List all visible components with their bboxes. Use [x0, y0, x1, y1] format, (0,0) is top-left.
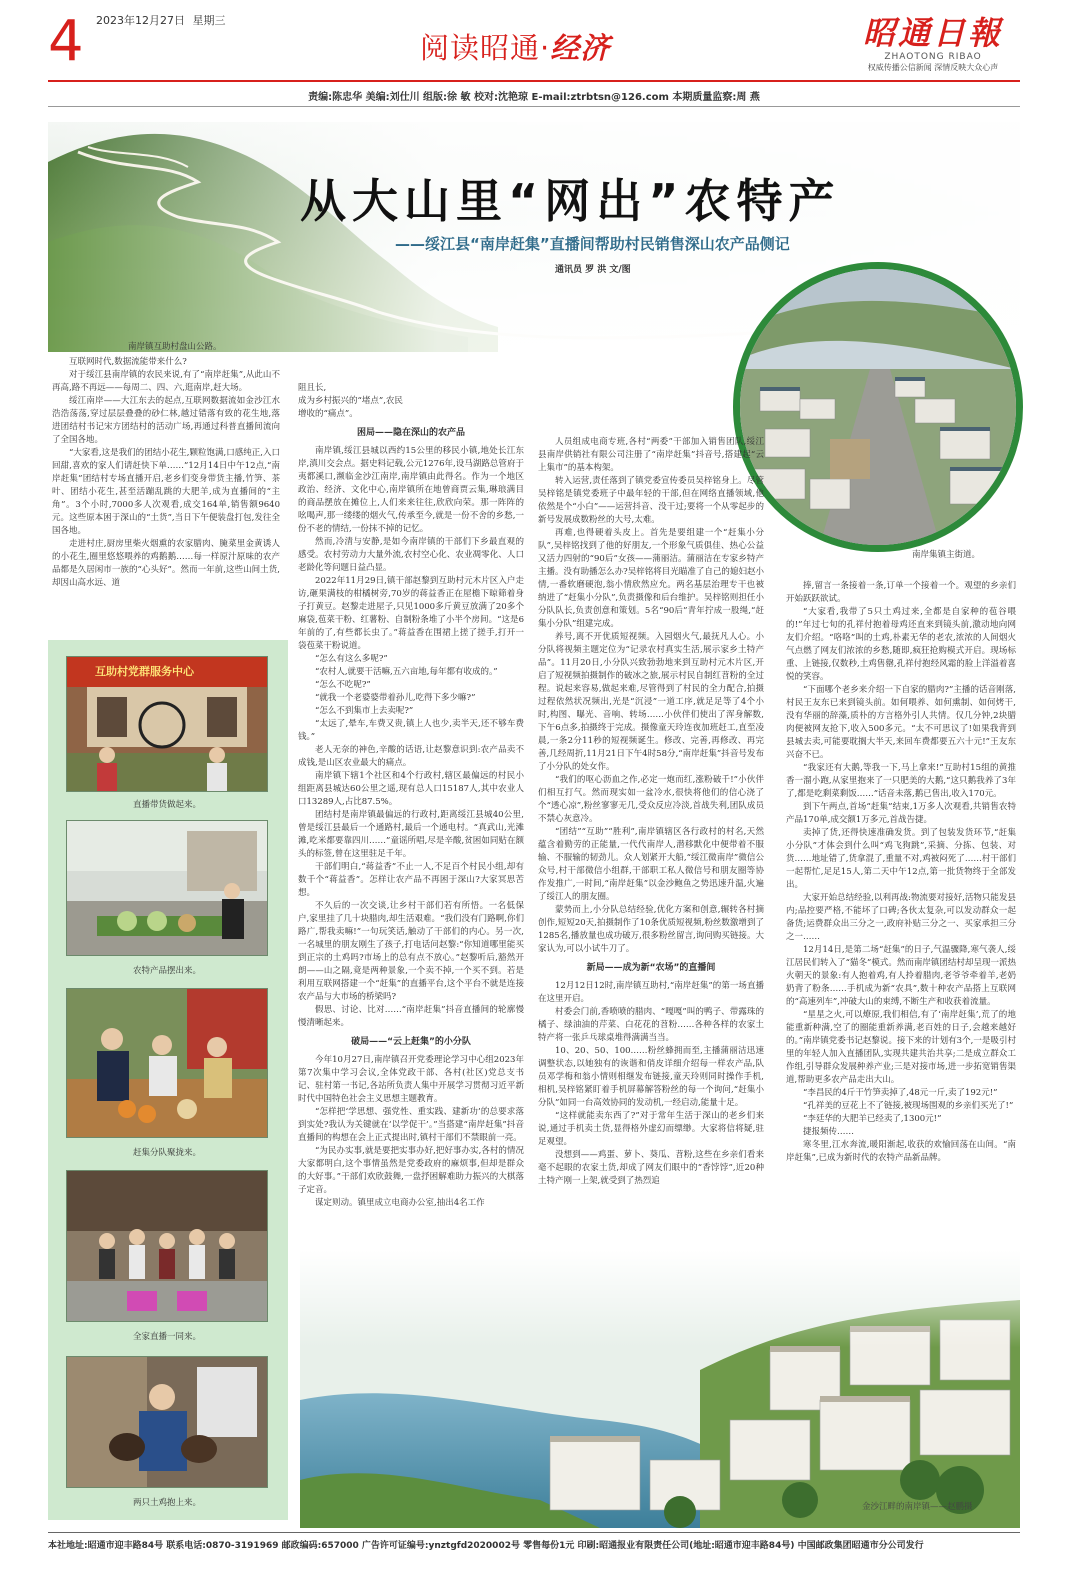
- column-1-text: [52, 356, 280, 638]
- paragraph: “怎么有这么多呢?”: [315, 654, 388, 664]
- caption-bottom-photo: 金沙江畔的南岸镇——赵鹏摄: [862, 1502, 973, 1512]
- paragraph: 村委会门前,香喷喷的腊肉、“嘎嘎”叫的鸭子、带露珠的橘子、绿油油的芹菜、白花花的苕粉……各种各样的农家土特产将一张乒乓球桌堆得满满当当。: [538, 1007, 764, 1043]
- section-left: 阅读昭通: [420, 31, 541, 65]
- paragraph: 寒冬里,江水奔流,暖阳渐起,收获的欢愉回荡在山间。“南岸赶集”,已成为新时代的农特产品新品牌。: [786, 1140, 1016, 1163]
- side-photo-team: [66, 988, 268, 1138]
- paragraph: 南岸镇下辖1个社区和4个行政村,辖区最偏远的村民小组距离县城达60公里之遥,现有总人口15187人,其中农业人口13289人,占比87.5%。: [298, 771, 524, 807]
- paragraph: 南岸镇,绥江县城以西约15公里的移民小镇,地处长江东岸,滇川交会点。据史料记载,公元1276年,设马湖路总管府于夷都溪口,濒临金沙江南岸,南岸镇由此得名。作为一个地区政治、经济、文化中心,南岸镇所在地曾商贾云集,琳琅满目的商品摆放在摊位上,人们来来往往,欣欣向荣。那一阵阵的吆喝声,那一缕缕的烟火气,传承至今,就是一份不舍的乡愁,一份不老的情结,一份抹不掉的记忆。: [298, 446, 524, 534]
- paragraph: 阻且长,: [298, 383, 327, 393]
- section-heading-2: 破局——“云上赶集”的小分队: [351, 1037, 471, 1047]
- caption-side-3: 赶集分队聚拢来。: [132, 1148, 201, 1158]
- paragraph: 人员组成电商专班,各村“两委”干部加入销售团队,绥江县南岸供销社有限公司注册了“南岸赶集”抖音号,搭建起“云上集市”的基本构架。: [538, 437, 764, 473]
- paragraph: 卖掉了货,还得快速准确发货。到了包装发货环节,“赶集小分队”才体会到什么叫“鸡飞狗跳”,采摘、分拣、包装、对货……地址错了,货拿混了,重量不对,鸡被闷死了……村干部们一起帮忙,足足15人,第二天中午12点,第一批货物终于全部发出。: [786, 828, 1016, 890]
- paragraph: “团结”“互助”“胜利”,南岸镇辖区各行政村的村名,天然蕴含着勤劳的正能量,一代代南岸人,潜移默化中便带着不服输、不服输的韧劲儿。众人划紧开大船,“绥江微南岸”微信公众号,村干部微信小组群,干部职工私人微信号和朋友圈等协作发推广,一时间,“南岸赶集”以金沙鲍鱼之势迅速升温,火遍了绥江人的朋友圈。: [538, 827, 764, 902]
- sign-text: 互助村党群服务中心: [95, 665, 194, 678]
- column-5-text: [786, 580, 1016, 1260]
- paragraph: 2022年11月29日,镇干部赵黎到互助村元木片区入户走访,砸果满枝的柑橘树旁,70岁的蒋益香正在屋檐下晾筛着身子打黄豆。赵黎走进屋子,只见1000多斤黄豆放满了20多个麻袋,苞菜干粉、红薯粉、自制粉条堆了小半个房间。“这是6年前的了,有些都长虫了。”蒋益香在围裙上搓了搓手,打开一袋苞菜干粉说道。: [298, 576, 524, 651]
- caption-side-1: 直播带货做起来。: [132, 800, 201, 810]
- town-street-illustration: [740, 269, 1016, 545]
- paragraph: 然而,冷清与安静,是如今南岸镇的干部们下乡最直观的感受。农村劳动力大量外流,农村空心化、农业凋零化、人口老龄化等问题日益凸显。: [298, 537, 524, 573]
- riverside-town-illustration: [300, 1250, 1020, 1528]
- paragraph: “怎样把‘学思想、强党性、重实践、建新功’的总要求落到实处?我认为关键就在‘以学促干’。”当搭建“南岸赶集”抖音直播间的构想在会上正式提出时,镇村干部们不禁眼前一亮。: [298, 1107, 524, 1143]
- caption-circle-photo: 南岸集镇主街道。: [912, 550, 981, 560]
- paragraph: 再难,也得硬着头皮上。首先是要组建一个“赶集小分队”,吴梓铭找到了他的好朋友,一个形象气质俱佳、热心公益又活力四射的“90后”女孩——蒲丽洁。蒲丽洁在专家乡特产主播。没有助播怎么办?吴梓铭将目光瞄准了自己的媳妇赵小情,一番软磨硬泡,翁小情欣然应允。两名基层治理专干也被纳进了“赶集小分队”,负责摄像和后台维护。吴梓铭则担任小分队队长,负责创意和策划。5名“90后”青年拧成一股绳,“赶集小分队”组建完成。: [538, 528, 764, 629]
- paragraph: “我家还有大鹅,等我一下,马上拿来!”互助村15组的黄推香一溜小跑,从家里抱来了一只肥美的大鹅,“这只鹅我养了3年了,都是吃剩菜剩饭……”话音未落,鹅已售出,收入170元。: [786, 763, 1016, 799]
- paragraph: 互联网时代,数据流能带来什么?: [69, 357, 187, 367]
- weekday: 星期三: [192, 14, 226, 27]
- paragraph: “农村人,就要干活嘛,五六亩地,每年都有收成的。”: [315, 667, 498, 677]
- paragraph: 到下午两点,首场“赶集”结束,1万多人次观看,共销售农特产品170单,成交额1万多元,首战告捷。: [786, 802, 1016, 825]
- page-number: 4: [48, 9, 84, 74]
- staff-line: 责编:陈忠华 美编:刘仕川 组版:徐 敏 校对:沈艳琼 E-mail:ztrbtsn@126.com 本期质量监察:周 燕: [308, 92, 760, 103]
- section-dot: ·: [540, 31, 551, 65]
- paragraph: 转入运营,责任落到了镇党委宣传委员吴梓铭身上。尽管吴梓铭是镇党委班子中最年轻的干部,但在网络直播领域,他依然是个“小白”——运营抖音、没干过;要将一个从零起步的新号发展成数粉丝的大号,太难。: [538, 476, 764, 525]
- article-title: 从大山里“网出”农特产: [300, 174, 841, 228]
- side-photo-livestream: [66, 656, 268, 792]
- paper-pinyin: ZHAOTONG RIBAO: [884, 52, 982, 62]
- article-subtitle: ——绥江县“南岸赶集”直播间帮助村民销售深山农产品侧记: [395, 235, 790, 253]
- paper-slogan: 权威传播公信新闻 深情反映大众心声: [867, 63, 999, 72]
- paragraph: 假思、讨论、比对……“南岸赶集”抖音直播间的轮廓慢慢清晰起来。: [298, 1005, 524, 1028]
- paragraph: 对于绥江县南岸镇的农民来说,有了“南岸赶集”,从此山不再高,路不再远——每周二、四、六,逛南岸,赶大场。: [52, 370, 280, 393]
- paragraph: 捷报频传……: [803, 1127, 855, 1137]
- caption-side-4: 全家直播一同来。: [132, 1332, 201, 1342]
- side-photo-family: [66, 1170, 268, 1322]
- paragraph: “大家看,我带了5只土鸡过来,全都是自家种的苞谷喂的!”年过七旬的孔祥付抱着母鸡还直来到镜头前,激动地向网友们介绍。“咯咯”叫的土鸡,朴素无华的老农,浓浓的人间烟火气点燃了网友们浓浓的乡愁,随即,疯狂抢购模式开启。现场标重、上链接,仅数秒,土鸡售罄,孔祥付抱经风霜的脸上洋溢着喜悦的笑容。: [786, 607, 1016, 682]
- paragraph: “下面哪个老乡来介绍一下自家的腊肉?”主播的话音刚落,村民王友东已来到镜头前。如何喂养、如何熏制、如何烤干,没有华丽的辞藻,质朴的方言格外引人共情。仅几分钟,2块腊肉便被网友抢下,收入500多元。“太不可思议了!如果我背到县城去卖,可能要耽搁大半天,来回车费都要五六十元!”王友东兴奋不已。: [786, 685, 1016, 760]
- team-scene: [67, 989, 268, 1138]
- column-3-text: [538, 436, 764, 1246]
- section-heading-3: 新局——成为新“农场”的直播间: [586, 963, 716, 973]
- circle-photo-main-street: [733, 262, 1023, 552]
- paragraph: 大家开始总结经验,以利再战:物流要对接好,活物只能发县内;品控要严格,不能坏了口碑;各伙太复杂,可以发动群众一起备货;运费群众出三分之一,政府补贴三分之一、买家承担三分之一……: [786, 893, 1016, 942]
- paragraph: “李昌民的4斤干竹笋卖掉了,48元一斤,卖了192元!”: [803, 1088, 998, 1098]
- paragraph: “为民办实事,就是要把实事办好,把好事办实,各村的情况大家都明白,这个事情虽然是党委政府的麻烦事,但却是群众的大好事。”干部们欢欣鼓舞,一盘抒困解难助力振兴的大棋落子定音。: [298, 1146, 524, 1195]
- products-scene: [67, 821, 268, 956]
- bottom-photo-riverside-town: [300, 1250, 1020, 1528]
- side-photo-products: [66, 820, 268, 956]
- paragraph: 12月12日12时,南岸镇互助村,“南岸赶集”的第一场直播在这里开启。: [538, 981, 764, 1004]
- paragraph: “大家看,这是我们的团结小花生,颗粒饱满,口感纯正,入口回甜,喜欢的家人们请赶快下单……”12月14日中午12点,“南岸赶集”团结村专场直播开启,老乡们变身带货主播,竹笋、茶叶、团结小花生,甚至活蹦乱跳的大肥羊,成为直播间的“主角”。3个小时,7000多人次观看,成交164单,销售额9640元。这些原本困于深山的“土货”,当日下午便装盘打包,发往全国各地。: [52, 448, 280, 536]
- paragraph: 不久后的一次交谈,让乡村干部们若有所悟。一名低保户,家里挂了几十块腊肉,却生活艰难。“我们没有门路啊,你们路广,帮我卖嘛!”一句玩笑话,触动了干部们的内心。另一次,一名城里的朋友刚生了孩子,打电话问赵黎:“你知道哪里能买到正宗的土鸡吗?市场上的总有点不放心。”赵黎听后,豁然开朗——山之隔,竟是两种景象,一个卖不掉,一个买不到。若是利用互联网搭建一个“赶集”的直播平台,这个平台不就是连接农产品与大市场的桥梁吗?: [298, 901, 524, 1002]
- date: 2023年12月27日: [96, 14, 185, 27]
- paragraph: “就我一个老婆婆带着孙儿,吃得下多少嘛?”: [315, 693, 476, 703]
- caption-top-photo: 南岸镇互助村盘山公路。: [128, 342, 222, 352]
- paragraph: 养号,离不开优质短视频。入园烟火气,最抚凡人心。小分队将视频主题定位为“记录农村真实生活,展示家乡土特产品”。11月20日,小分队兴致勃勃地来到互助村元木片区,开启了短视频拍摄制作的破冰之旅,展示村民自制红苕粉的全过程。说起来容易,做起来难,尽管得到了村民的全力配合,拍摄过程依然状况频出,光是“沉浸”一道工序,就足足等了4个小时,构图、曝光、音响、转场……小伙伴们使出了浑身解数,下午6点多,拍摄终于完成。摄像童天玲连夜加班赶工,直至凌晨,一条2分11秒的短视频诞生。修改、完善,再修改、再完善,几经周折,11月21日下午4时58分,“南岸赶集”抖音号发布了小分队的处女作。: [538, 632, 764, 772]
- paragraph: “这样就能卖东西了?”对于常年生活于深山的老乡们来说,通过手机卖土货,显得格外虚幻而缥缈。大家将信将疑,驻足观望。: [538, 1111, 764, 1147]
- paragraph: 谋定则动。镇里成立电商办公室,抽出4名工作: [315, 1198, 485, 1208]
- side-photo-chickens: [66, 1356, 268, 1488]
- staff-rule: [48, 106, 1020, 107]
- paragraph: 老人无奈的神色,辛酸的话语,让赵黎意识到:农产品卖不成钱,是山区农业最大的痛点。: [298, 745, 524, 768]
- footer-text: 本社地址:昭通市迎丰路84号 联系电话:0870-3191969 邮政编码:657000 广告许可证编号:ynztgfd2020002号 零售每份1元 印刷:昭通报业有限责任公司(地址:昭通市迎丰路84号) 中国邮政集团昭通市分公司发行: [48, 1541, 924, 1551]
- paragraph: “怎么不吃呢?”: [315, 680, 371, 690]
- section-heading-1: 困局——隐在深山的农产品: [356, 428, 465, 438]
- paragraph: “怎么不到集市上去卖呢?”: [315, 706, 414, 716]
- paragraph: 干部们明白,“蒋益香”不止一人,不足百个村民小组,却有数千个“蒋益香”。怎样让农产品不再困于深山?大家冥思苦想。: [298, 862, 524, 898]
- paragraph: 走进村庄,厨房里柴火烟熏的农家腊肉、腌菜里金黄诱人的小花生,圈里悠悠喂养的鸡鹅鹅……每一样原汁原味的农产品都是久居闲市一族的“心头好”。然而一年前,这些山间土货,却因山高水远、道: [52, 539, 280, 588]
- paragraph: “我们的呕心沥血之作,必定一炮而红,涨粉破千!”小伙伴们相互打气。然而现实如一盆冷水,很快将他们的信心浇了个“透心凉”,粉丝寥寥无几,受众反应冷淡,首战失利,团队成员不禁心灰意冷。: [538, 775, 764, 824]
- paragraph: 成为乡村振兴的“堵点”,农民: [298, 396, 403, 406]
- paragraph: “星星之火,可以燎原,我们相信,有了‘南岸赶集’,荒了的地能重新种满,空了的圈能重新养满,老百姓的日子,会越来越好的。”南岸镇党委书记赵黎说。接下来的计划有3个,一是吸引村里的年轻人加入直播团队,实现共建共治共享;二是成立群众工作组,引导群众发展种养产业;三是对接市场,进一步拓宽销售渠道,帮助更多农产品走出大山。: [786, 1010, 1016, 1085]
- paragraph: “李廷华的大肥羊已经卖了,1300元!”: [803, 1114, 942, 1124]
- paragraph: “太远了,晕车,车费又贵,镇上人也少,卖半天,还不够车费钱。”: [298, 719, 524, 742]
- paragraph: 团结村是南岸镇最偏远的行政村,距离绥江县城40公里,曾是绥江县最后一个通路村,最后一个通电村。“真武山,光滩滩,吃米都要靠四川……”童谣所唱,尽是辛酸,贫困如同贴在额头的标签,曾在这里驻足千年。: [298, 810, 524, 859]
- caption-side-2: 农特产品摆出来。: [132, 966, 201, 976]
- date-line: [96, 12, 226, 28]
- section-right: 经济: [550, 31, 611, 65]
- paper-name: 昭通日報: [862, 14, 1003, 52]
- paragraph: “孔祥美的豆花上不了链接,被现场围观的乡亲们买光了!”: [803, 1101, 1014, 1111]
- paragraph: 没想到——鸡蛋、萝卜、葵瓜、苕粉,这些在乡亲们看来毫不起眼的农家土货,却成了网友们眼中的“香饽饽”,近20种土特产刚一上架,就受到了热烈追: [538, 1150, 764, 1186]
- header-rule: [48, 80, 1020, 82]
- article-byline: 通讯员 罗 洪 文/图: [555, 265, 631, 275]
- footer-rule: [48, 1532, 1020, 1533]
- paragraph: 绥江南岸——大江东去的起点,互联网数据流如金沙江水浩浩荡荡,穿过层层叠叠的砂仁林,越过错落有致的花生地,落进团结村书记宋方团结村的活动广场,再通过科普直播间流向了全国各地。: [52, 396, 280, 445]
- family-scene: [67, 1171, 268, 1322]
- chickens-scene: [67, 1357, 268, 1488]
- paragraph: 蒙势而上,小分队总结经验,优化方案和创意,辗转各村摘创作,短短20天,拍摄制作了10条优质短视频,粉丝数激增到了1285名,播放量也成功破万,很多粉丝留言,询问购买链接。大家认为,可以小试牛刀了。: [538, 905, 764, 954]
- paragraph: 今年10月27日,南岸镇召开党委理论学习中心组2023年第7次集中学习会议,全体党政干部、各村(社区)党总支书记、驻村第一书记,各站所负责人集中开展学习贯彻习近平新时代中国特色社会主义思想主题教育。: [298, 1055, 524, 1104]
- section-title: [420, 26, 610, 67]
- paragraph: 12月14日,是第二场“赶集”的日子,气温骤降,寒气袭人,绥江居民们转入了“猫冬”模式。然而南岸镇团结村却呈现一派热火朝天的景象:有人抱着鸡,有人拎着腊肉,老爷爷牵着羊,老奶奶背了粉条……手机成为新“农具”,数十种农产品搭上互联网的“高速列车”,冲破大山的束缚,不断生产和收获着流量。: [786, 945, 1016, 1007]
- paper-masthead: [848, 14, 1018, 73]
- caption-side-5: 两只土鸡抱上来。: [132, 1498, 201, 1508]
- paragraph: 增收的“痛点”。: [298, 409, 358, 419]
- paragraph: 捧,留言一条接着一条,订单一个接着一个。观望的乡亲们开始跃跃欲试。: [786, 581, 1016, 604]
- paragraph: 10、20、50、100……粉丝蜂拥而至,主播蒲丽洁迅速调整状态,以她独有的诙谐和俏皮详细介绍每一样农产品,队员邓学梅和翁小情则相继发布链接,童天玲则同时操作手机,相机,吴梓铭紧盯着手机屏幕解答粉丝的每一个询问,“赶集小分队”如同一台高效协同的发动机,一经启动,能量十足。: [538, 1046, 764, 1108]
